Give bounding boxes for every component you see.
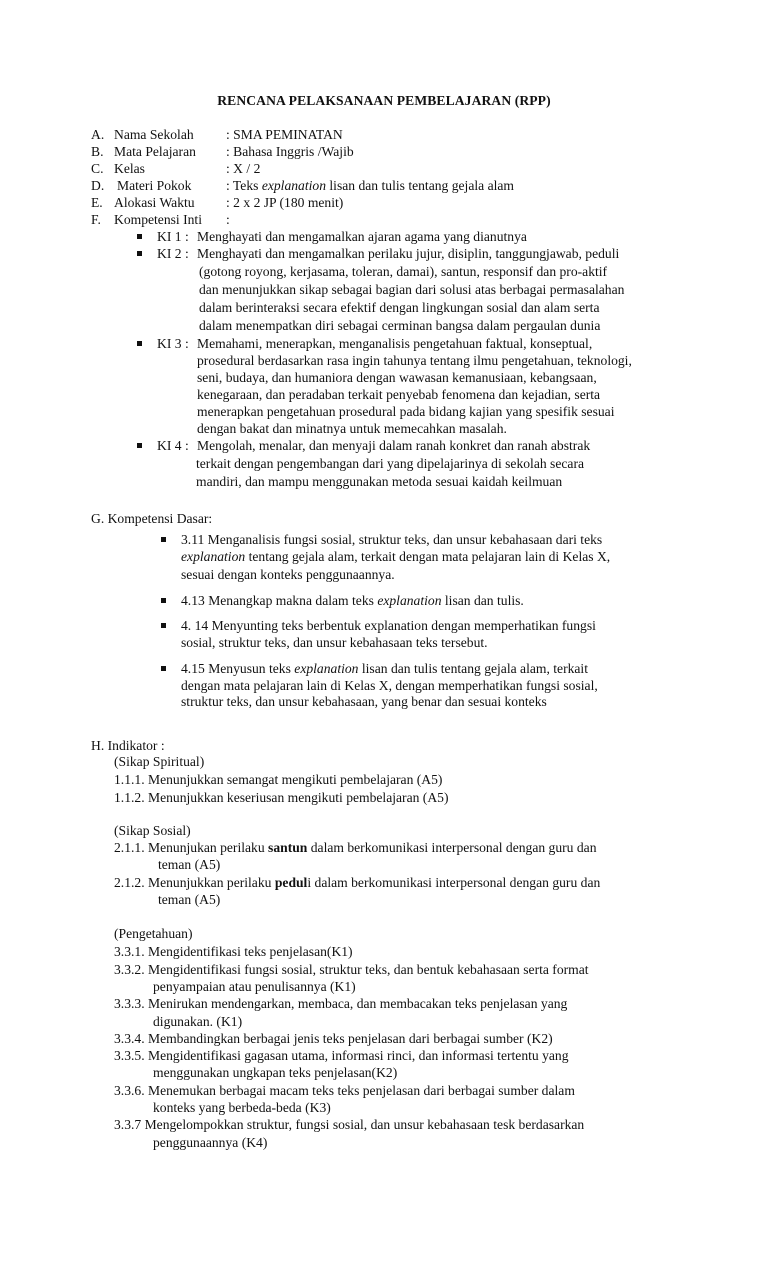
indikator-item-cont: konteks yang berbeda-beda (K3) (153, 1100, 331, 1115)
ki3-code: KI 3 : (157, 336, 189, 351)
i212-post: i dalam berkomunikasi interpersonal dengan guru dan (307, 875, 601, 890)
kd414-line: sosial, struktur teks, dan unsur kebahasaan teks tersebut. (181, 635, 488, 650)
i212-pre: 2.1.2. Menunjukkan perilaku (114, 875, 275, 890)
kd413-pre: 4.13 Menangkap makna dalam teks (181, 593, 378, 608)
indikator-item-cont: penyampaian atau penulisannya (K1) (153, 979, 356, 994)
bullet-icon (137, 443, 142, 448)
ki4-line: mandiri, dan mampu menggunakan metoda sesuai kaidah keilmuan (196, 474, 563, 489)
indikator-item (114, 874, 600, 891)
i211-post: dalam berkomunikasi interpersonal dengan guru dan (307, 840, 597, 855)
identity-value: : (226, 212, 230, 227)
bullet-icon (137, 234, 142, 239)
pengetahuan-heading: (Pengetahuan) (114, 926, 193, 941)
ki4-code: KI 4 : (157, 438, 189, 453)
ki4-line: Mengolah, menalar, dan menyaji dalam ranah konkret dan ranah abstrak (197, 438, 591, 453)
i212-bold: pedul (274, 875, 308, 890)
ki1-code: KI 1 : (157, 229, 189, 244)
indikator-item: 3.3.3. Menirukan mendengarkan, membaca, dan membacakan teks penjelasan yang (114, 996, 568, 1011)
ki2-line: dalam menempatkan diri sebagai cerminan bangsa dalam pergaulan dunia (199, 318, 601, 333)
ki3-line: dengan bakat dan minatnya untuk memecahkan masalah. (197, 421, 507, 436)
kd413-line (181, 592, 524, 609)
kd414-line: 4. 14 Menyunting teks berbentuk explanation dengan memperhatikan fungsi (181, 618, 596, 633)
bullet-icon (161, 666, 166, 671)
identity-value: : X / 2 (226, 161, 261, 176)
indikator-item-cont: digunakan. (K1) (153, 1014, 243, 1029)
indikator-heading: H. Indikator : (91, 738, 165, 753)
bullet-icon (161, 623, 166, 628)
identity-label: Kompetensi Inti (114, 212, 202, 227)
kd311-em: explanation (181, 549, 246, 564)
identity-value: : SMA PEMINATAN (226, 127, 343, 142)
indikator-item (114, 839, 597, 856)
i211-bold: santun (268, 840, 308, 855)
identity-value (226, 177, 514, 194)
identity-letter: E. (91, 195, 103, 210)
bullet-icon (161, 537, 166, 542)
bullet-icon (137, 341, 142, 346)
sosial-heading: (Sikap Sosial) (114, 823, 191, 838)
indikator-item: 3.3.7 Mengelompokkan struktur, fungsi sosial, dan unsur kebahasaan tesk berdasarkan (114, 1117, 585, 1132)
ki2-line: dalam berinteraksi secara efektif dengan lingkungan sosial dan alam serta (199, 300, 600, 315)
ki3-line: prosedural berdasarkan rasa ingin tahunya tentang ilmu pengetahuan, teknologi, (197, 353, 632, 368)
kd415-pre: 4.15 Menyusun teks (181, 661, 295, 676)
identity-label: Mata Pelajaran (114, 144, 196, 159)
document-title: RENCANA PELAKSANAAN PEMBELAJARAN (RPP) (217, 93, 551, 108)
identity-letter: F. (91, 212, 101, 227)
indikator-item: 3.3.6. Menemukan berbagai macam teks teks penjelasan dari berbagai sumber dalam (114, 1083, 575, 1098)
indikator-item-cont: penggunaannya (K4) (153, 1135, 268, 1150)
ki3-line: Memahami, menerapkan, menganalisis pengetahuan faktual, konseptual, (197, 336, 593, 351)
indikator-item-cont: teman (A5) (158, 857, 221, 872)
bullet-icon (161, 598, 166, 603)
topic-em: explanation (261, 178, 326, 193)
kd415-line: dengan mata pelajaran lain di Kelas X, dengan memperhatikan fungsi sosial, (181, 678, 598, 693)
indikator-item: 3.3.1. Mengidentifikasi teks penjelasan(K1) (114, 944, 353, 959)
indikator-item: 3.3.4. Membandingkan berbagai jenis teks penjelasan dari berbagai sumber (K2) (114, 1031, 553, 1046)
identity-letter: D. (91, 178, 105, 193)
identity-value: : 2 x 2 JP (180 menit) (226, 195, 344, 210)
kd311-line: 3.11 Menganalisis fungsi sosial, struktur teks, dan unsur kebahasaan dari teks (181, 532, 603, 547)
kd415-post: lisan dan tulis tentang gejala alam, terkait (358, 661, 588, 676)
identity-label: Nama Sekolah (114, 127, 194, 142)
topic-pre: : Teks (226, 178, 262, 193)
identity-label: Kelas (114, 161, 145, 176)
kd413-em: explanation (377, 593, 442, 608)
ki2-line: (gotong royong, kerjasama, toleran, damai), santun, responsif dan pro-aktif (199, 264, 608, 279)
ki3-line: kenegaraan, dan peradaban terkait penyebab fenomena dan kejadian, serta (197, 387, 601, 402)
bullet-icon (137, 251, 142, 256)
kd415-em: explanation (294, 661, 359, 676)
kd-heading: G. Kompetensi Dasar: (91, 511, 213, 526)
indikator-item: 3.3.5. Mengidentifikasi gagasan utama, informasi rinci, dan informasi tertentu yang (114, 1048, 569, 1063)
topic-post: lisan dan tulis tentang gejala alam (326, 178, 514, 193)
indikator-item: 3.3.2. Mengidentifikasi fungsi sosial, struktur teks, dan bentuk kebahasaan serta format (114, 962, 589, 977)
kd413-post: lisan dan tulis. (441, 593, 524, 608)
kd311-line: sesuai dengan konteks penggunaannya. (181, 567, 395, 582)
kd311-line (181, 548, 610, 565)
ki2-code: KI 2 : (157, 246, 189, 261)
ki3-line: menerapkan pengetahuan prosedural pada bidang kajian yang spesifik sesuai (197, 404, 615, 419)
ki3-line: seni, budaya, dan humaniora dengan wawasan kemanusiaan, kebangsaan, (197, 370, 597, 385)
identity-letter: A. (91, 127, 105, 142)
ki4-line: terkait dengan pengembangan dari yang dipelajarinya di sekolah secara (196, 456, 585, 471)
indikator-item: 1.1.2. Menunjukkan keseriusan mengikuti pembelajaran (A5) (114, 790, 449, 805)
identity-label: Alokasi Waktu (114, 195, 195, 210)
identity-letter: B. (91, 144, 104, 159)
kd415-line (181, 660, 588, 677)
i211-pre: 2.1.1. Menunjukan perilaku (114, 840, 269, 855)
ki1-line: Menghayati dan mengamalkan ajaran agama yang dianutnya (197, 229, 527, 244)
identity-label: Materi Pokok (117, 178, 192, 193)
ki2-line: Menghayati dan mengamalkan perilaku jujur, disiplin, tanggungjawab, peduli (197, 246, 620, 261)
indikator-item-cont: teman (A5) (158, 892, 221, 907)
identity-value: : Bahasa Inggris /Wajib (226, 144, 354, 159)
spiritual-heading: (Sikap Spiritual) (114, 754, 205, 769)
indikator-item-cont: menggunakan ungkapan teks penjelasan(K2) (153, 1065, 398, 1080)
kd311-post: tentang gejala alam, terkait dengan mata pelajaran lain di Kelas X, (245, 549, 611, 564)
kd415-line: struktur teks, dan unsur kebahasaan, yang benar dan sesuai konteks (181, 694, 547, 709)
identity-letter: C. (91, 161, 104, 176)
indikator-item: 1.1.1. Menunjukkan semangat mengikuti pembelajaran (A5) (114, 772, 443, 787)
ki2-line: dan menunjukkan sikap sebagai bagian dari solusi atas berbagai permasalahan (199, 282, 625, 297)
